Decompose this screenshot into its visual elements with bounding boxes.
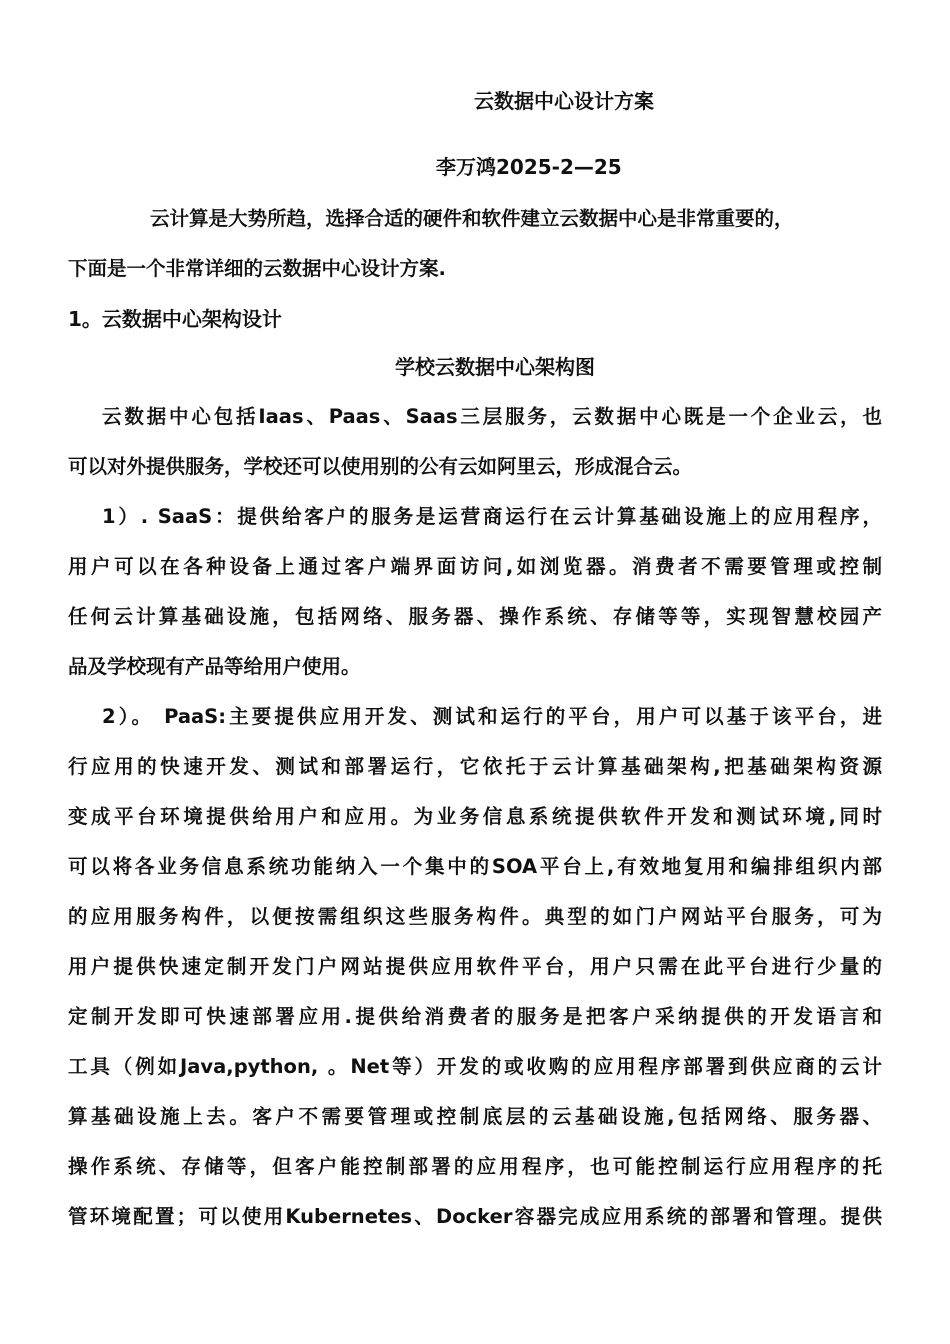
document-title: 云数据中心设计方案 (474, 89, 654, 113)
saas-line-3: 任何云计算基础设施，包括网络、服务器、操作系统、存储等等，实现智慧校园产 (68, 605, 882, 628)
saas-line-4: 品及学校现有产品等给用户使用。 (68, 655, 361, 678)
overview-line-1: 云数据中心包括Iaas、Paas、Saas三层服务，云数据中心既是一个企业云，也 (102, 405, 882, 428)
paas-line-10: 操作系统、存储等，但客户能控制部署的应用程序，也可能控制运行应用程序的托 (68, 1155, 882, 1178)
author-date: 李万鸿2025-2—25 (436, 155, 622, 179)
paas-line-2: 行应用的快速开发、测试和部署运行，它依托于云计算基础架构,把基础架构资源 (68, 755, 882, 778)
intro-line-2: 下面是一个非常详细的云数据中心设计方案. (68, 257, 446, 280)
paas-line-6: 用户提供快速定制开发门户网站提供应用软件平台，用户只需在此平台进行少量的 (68, 955, 882, 978)
paas-line-9: 算基础设施上去。客户不需要管理或控制底层的云基础设施,包括网络、服务器、 (68, 1105, 882, 1128)
paas-line-3: 变成平台环境提供给用户和应用。为业务信息系统提供软件开发和测试环境,同时 (68, 805, 882, 828)
paas-line-1: 2）。 PaaS:主要提供应用开发、测试和运行的平台，用户可以基于该平台，进 (102, 705, 882, 728)
paas-line-7: 定制开发即可快速部署应用.提供给消费者的服务是把客户采纳提供的开发语言和 (68, 1005, 882, 1028)
paas-line-5: 的应用服务构件，以便按需组织这些服务构件。典型的如门户网站平台服务，可为 (68, 905, 882, 928)
saas-line-1: 1）. SaaS：提供给客户的服务是运营商运行在云计算基础设施上的应用程序， (102, 505, 882, 528)
overview-line-2: 可以对外提供服务，学校还可以使用别的公有云如阿里云，形成混合云。 (68, 455, 693, 478)
figure-caption: 学校云数据中心架构图 (395, 355, 595, 379)
saas-line-2: 用户可以在各种设备上通过客户端界面访问,如浏览器。消费者不需要管理或控制 (68, 555, 882, 578)
paas-line-4: 可以将各业务信息系统功能纳入一个集中的SOA平台上,有效地复用和编排组织内部 (68, 855, 882, 878)
section-heading: 1。云数据中心架构设计 (68, 307, 282, 331)
paas-line-11: 管环境配置；可以使用Kubernetes、Docker容器完成应用系统的部署和管理。提供 (68, 1205, 882, 1228)
paas-line-8: 工具（例如Java,python, 。Net等）开发的或收购的应用程序部署到供应商的云计 (68, 1055, 882, 1078)
intro-line-1: 云计算是大势所趋，选择合适的硬件和软件建立云数据中心是非常重要的， (150, 207, 794, 230)
